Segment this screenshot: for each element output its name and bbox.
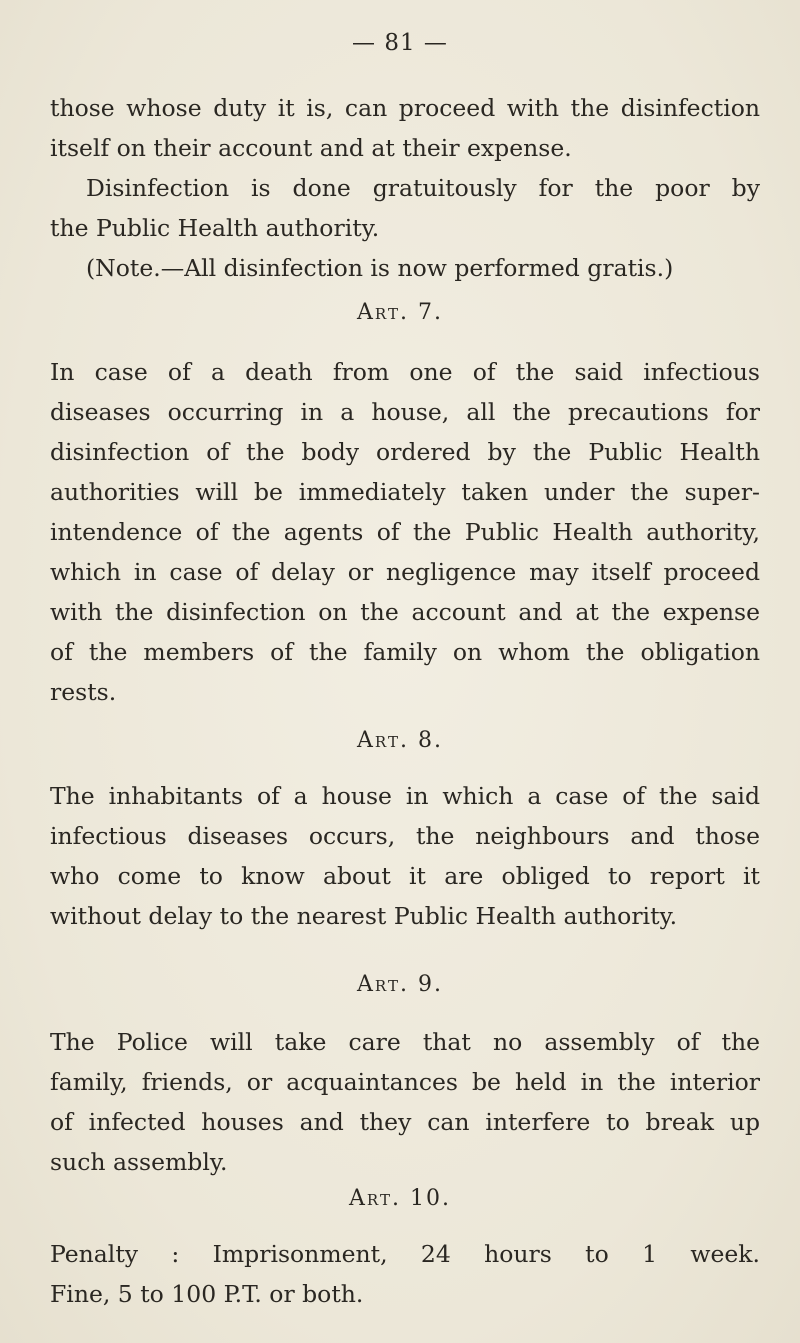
article-7-line: disinfection of the body ordered by the Public Health xyxy=(50,438,760,466)
article-7-line: intendence of the agents of the Public Health authority, xyxy=(50,518,760,546)
article-8-line: The inhabitants of a house in which a case of the said xyxy=(50,782,760,810)
article-7-line: diseases occurring in a house, all the precautions for xyxy=(50,398,760,426)
intro-line: Disinfection is done gratuitously for the poor by xyxy=(86,174,760,202)
article-7-line: with the disinfection on the account and at the expense xyxy=(50,598,760,626)
article-7-text xyxy=(50,352,760,712)
article-9-line: family, friends, or acquaintances be held in the interior xyxy=(50,1068,760,1096)
note-line: (Note.—All disinfection is now performed gratis.) xyxy=(86,254,674,282)
article-7-line: which in case of delay or negligence may itself proceed xyxy=(50,558,760,586)
article-8-text xyxy=(50,776,760,936)
article-8-heading: Art. 8. xyxy=(357,728,443,753)
article-10-heading: Art. 10. xyxy=(349,1186,451,1211)
article-7-line: of the members of the family on whom the obligation xyxy=(50,638,760,666)
article-9-line: of infected houses and they can interfere to break up xyxy=(50,1108,760,1136)
article-7-line: In case of a death from one of the said infectious xyxy=(50,358,760,386)
article-7-line: rests. xyxy=(50,678,117,706)
article-9-text xyxy=(50,1022,760,1182)
article-8-line: infectious diseases occurs, the neighbours and those xyxy=(50,822,760,850)
article-9-heading: Art. 9. xyxy=(357,972,443,997)
article-7-heading: Art. 7. xyxy=(357,300,443,325)
intro-paragraph xyxy=(50,88,760,288)
article-10-line: Penalty : Imprisonment, 24 hours to 1 week. xyxy=(50,1240,760,1268)
article-9-line: The Police will take care that no assembly of the xyxy=(50,1028,760,1056)
article-10-text xyxy=(50,1234,760,1314)
article-8-line: without delay to the nearest Public Health authority. xyxy=(50,902,678,930)
intro-line: those whose duty it is, can proceed with the disinfection xyxy=(50,94,760,122)
article-9-line: such assembly. xyxy=(50,1148,228,1176)
intro-line: itself on their account and at their expense. xyxy=(50,134,572,162)
article-10-line: Fine, 5 to 100 P.T. or both. xyxy=(50,1280,364,1308)
article-8-line: who come to know about it are obliged to report it xyxy=(50,862,760,890)
page-number: — 81 — xyxy=(352,30,448,56)
article-7-line: authorities will be immediately taken under the super- xyxy=(50,478,760,506)
intro-line: the Public Health authority. xyxy=(50,214,380,242)
